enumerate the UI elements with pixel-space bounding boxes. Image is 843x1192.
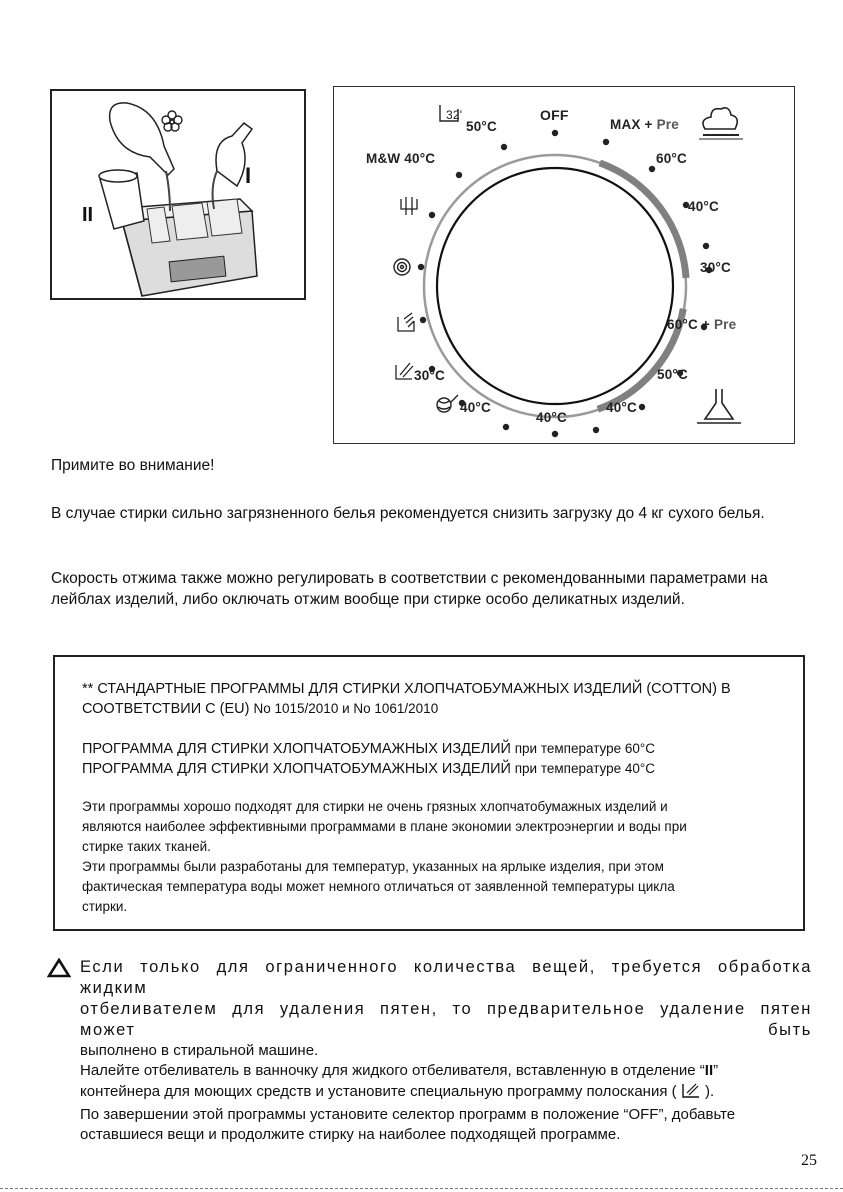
drain-spin-icon bbox=[398, 313, 414, 331]
dial-label-60c: 60°C bbox=[656, 151, 687, 166]
bleach-warning bbox=[80, 957, 812, 1145]
std-body-line: Эти программы хорошо подходят для стирки не очень грязных хлопчатобумажных изделий и bbox=[82, 799, 668, 814]
wool-icon bbox=[437, 395, 458, 412]
notice-paragraph-load: В случае стирки сильно загрязненного белья рекомендуется снизить загрузку до 4 кг сухого белья. bbox=[51, 505, 765, 522]
fabric-softener-flower-icon bbox=[162, 111, 182, 131]
dial-label-40c-bottom-right: 40°C bbox=[606, 400, 637, 415]
program-selector-dial bbox=[333, 86, 795, 444]
warning-line: По завершении этой программы установите селектор программ в положение “OFF”, добавьте bbox=[80, 1106, 736, 1123]
dial-label-off: OFF bbox=[540, 107, 569, 123]
std-body-line: стирке таких тканей. bbox=[82, 839, 211, 854]
notice-title: Примите во внимание! bbox=[51, 457, 215, 474]
warning-triangle-icon bbox=[47, 958, 71, 983]
dial-label-30c-handwash: 30°C bbox=[414, 368, 445, 383]
detergent-dispenser-illustration bbox=[50, 89, 306, 300]
warning-line: отбеливателем для удаления пятен, то предварительное удаление пятен может быть bbox=[80, 1000, 812, 1039]
page-bottom-rule bbox=[0, 1188, 843, 1189]
standard-programs-box bbox=[53, 655, 805, 931]
std-heading-line1: ** СТАНДАРТНЫЕ ПРОГРАММЫ ДЛЯ СТИРКИ ХЛОПЧАТОБУМАЖНЫХ ИЗДЕЛИЙ (COTTON) В bbox=[82, 681, 731, 697]
rinse-program-icon bbox=[681, 1081, 701, 1105]
warning-line: Налейте отбеливатель в ванночку для жидкого отбеливателя, вставленную в отделение “II” bbox=[80, 1062, 719, 1079]
std-body-line: фактическая температура воды может немного отличаться от заявленной температуры цикла bbox=[82, 879, 675, 894]
dial-label-60c-pre: 60°C + Pre bbox=[667, 317, 737, 332]
handwash-icon bbox=[396, 363, 413, 379]
dial-label-30c-right: 30°C bbox=[700, 260, 731, 275]
std-body-line: стирки. bbox=[82, 899, 128, 914]
std-program-40c: ПРОГРАММА ДЛЯ СТИРКИ ХЛОПЧАТОБУМАЖНЫХ ИЗДЕЛИЙ при температуре 40°C bbox=[82, 761, 656, 777]
dispenser-drawing bbox=[52, 91, 304, 298]
compartment-i-label: I bbox=[245, 163, 252, 188]
warning-line: выполнено в стиральной машине. bbox=[80, 1042, 319, 1059]
std-body-line: Эти программы были разработаны для температур, указанных на ярлыке изделия, при этом bbox=[82, 859, 664, 874]
dial-knob bbox=[437, 168, 673, 404]
dial-label-quick-temp: 50°C bbox=[466, 119, 497, 134]
dial-drawing bbox=[334, 87, 791, 440]
warning-line: Если только для ограниченного количества вещей, требуется обработка жидким bbox=[80, 958, 812, 997]
spin-icon bbox=[394, 259, 410, 275]
dial-label-50c-right: 50°C bbox=[657, 367, 688, 382]
warning-line: оставшиеся вещи и продолжите стирку на наиболее подходящей программе. bbox=[80, 1126, 621, 1143]
cotton-max-icon bbox=[699, 108, 743, 139]
warning-line: контейнера для моющих средств и установите специальную программу полоскания ( ). bbox=[80, 1081, 812, 1105]
std-program-60c: ПРОГРАММА ДЛЯ СТИРКИ ХЛОПЧАТОБУМАЖНЫХ ИЗДЕЛИЙ при температуре 60°C bbox=[82, 741, 656, 757]
dial-label-quick-minutes: 32' bbox=[446, 108, 463, 122]
dial-label-40c-wool: 40°C bbox=[460, 400, 491, 415]
std-heading-line2: СООТВЕТСТВИИ С (EU) No 1015/2010 и No 1061/2010 bbox=[82, 701, 439, 717]
notice-paragraph-spin: Скорость отжима также можно регулировать в соответствии с рекомендованными параметрами на лейблах изделий, либо оключать отжим вообще при стирке особо деликатных изделий. bbox=[51, 570, 768, 608]
lab-flask-icon bbox=[697, 389, 741, 423]
std-body-line: являются наиболее эффективными программами в плане экономии электроэнергии и воды при bbox=[82, 819, 687, 834]
compartment-ii-label: II bbox=[82, 204, 94, 226]
page-number: 25 bbox=[801, 1152, 817, 1169]
dial-label-mw40: M&W 40°C bbox=[366, 151, 436, 166]
dial-label-40c-bottom: 40°C bbox=[536, 410, 567, 425]
rinse-icon bbox=[401, 197, 417, 215]
dial-label-40c-right: 40°C bbox=[688, 199, 719, 214]
dial-label-max-pre: MAX + Pre bbox=[610, 117, 679, 132]
